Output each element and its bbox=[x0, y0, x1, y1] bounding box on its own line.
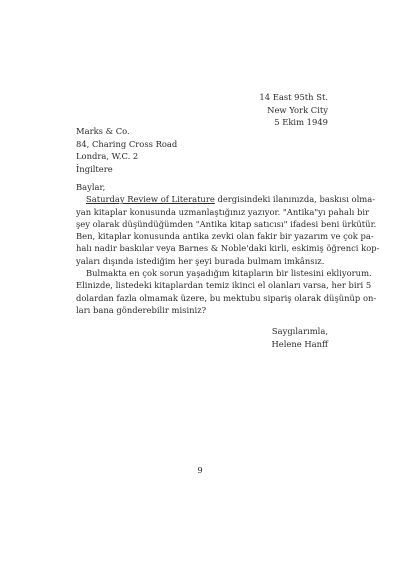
paragraph-1-line bbox=[76, 193, 376, 205]
salutation: Baylar, bbox=[76, 182, 106, 192]
recipient-address bbox=[76, 125, 177, 175]
paragraph-2-line: ları bana gönderebilir misiniz? bbox=[76, 304, 207, 315]
paragraph-1-line: yan kitaplar konusunda uzmanlaştığınız yazıyor. "Antika"yı pahalı bir bbox=[76, 206, 370, 217]
recipient-country: İngiltere bbox=[76, 163, 113, 174]
sender-city: New York City bbox=[267, 104, 328, 115]
paragraph-1-line: şey olarak düşündüğümden "Antika kitap satıcısı" ifadesi beni ürkütür. bbox=[76, 218, 377, 229]
paragraph-2-line: Elinizde, listedeki kitaplardan temiz ikinci el olanları varsa, her biri 5 bbox=[76, 280, 372, 291]
signature-name: Helene Hanff bbox=[271, 338, 328, 349]
sender-street: 14 East 95th St. bbox=[259, 92, 328, 102]
paragraph-1-line: Ben, kitaplar konusunda antika zevki olan fakir bir yazarım ve çok pa- bbox=[76, 231, 374, 242]
recipient-name: Marks & Co. bbox=[76, 126, 130, 136]
sender-address bbox=[259, 91, 328, 129]
valediction: Saygılarımla, bbox=[271, 326, 328, 336]
magazine-title: Saturday Review of Literature bbox=[86, 194, 215, 205]
paragraph-1-line: yaları dışında istediğim her şeyi burada bulmam imkânsız. bbox=[76, 255, 325, 266]
paragraph-2-line: Bulmakta en çok sorun yaşadığım kitapların bir listesini ekliyorum. bbox=[86, 268, 372, 279]
letter-closing bbox=[271, 325, 328, 350]
recipient-street: 84, Charing Cross Road bbox=[76, 138, 178, 149]
letter-date: 5 Ekim 1949 bbox=[274, 117, 328, 127]
paragraph-1-line-text: dergisindeki ilanınızda, baskısı olma- bbox=[214, 194, 376, 205]
paragraph-1-line: halı nadir baskılar veya Barnes & Noble'daki kirli, eskimiş öğrenci kop- bbox=[76, 243, 380, 254]
letter-body bbox=[76, 181, 380, 316]
page-number: 9 bbox=[197, 465, 203, 475]
paragraph-2-line: dolardan fazla olmamak üzere, bu mektubu sipariş olarak düşünüp on- bbox=[76, 292, 377, 303]
recipient-city: Londra, W.C. 2 bbox=[76, 151, 139, 161]
